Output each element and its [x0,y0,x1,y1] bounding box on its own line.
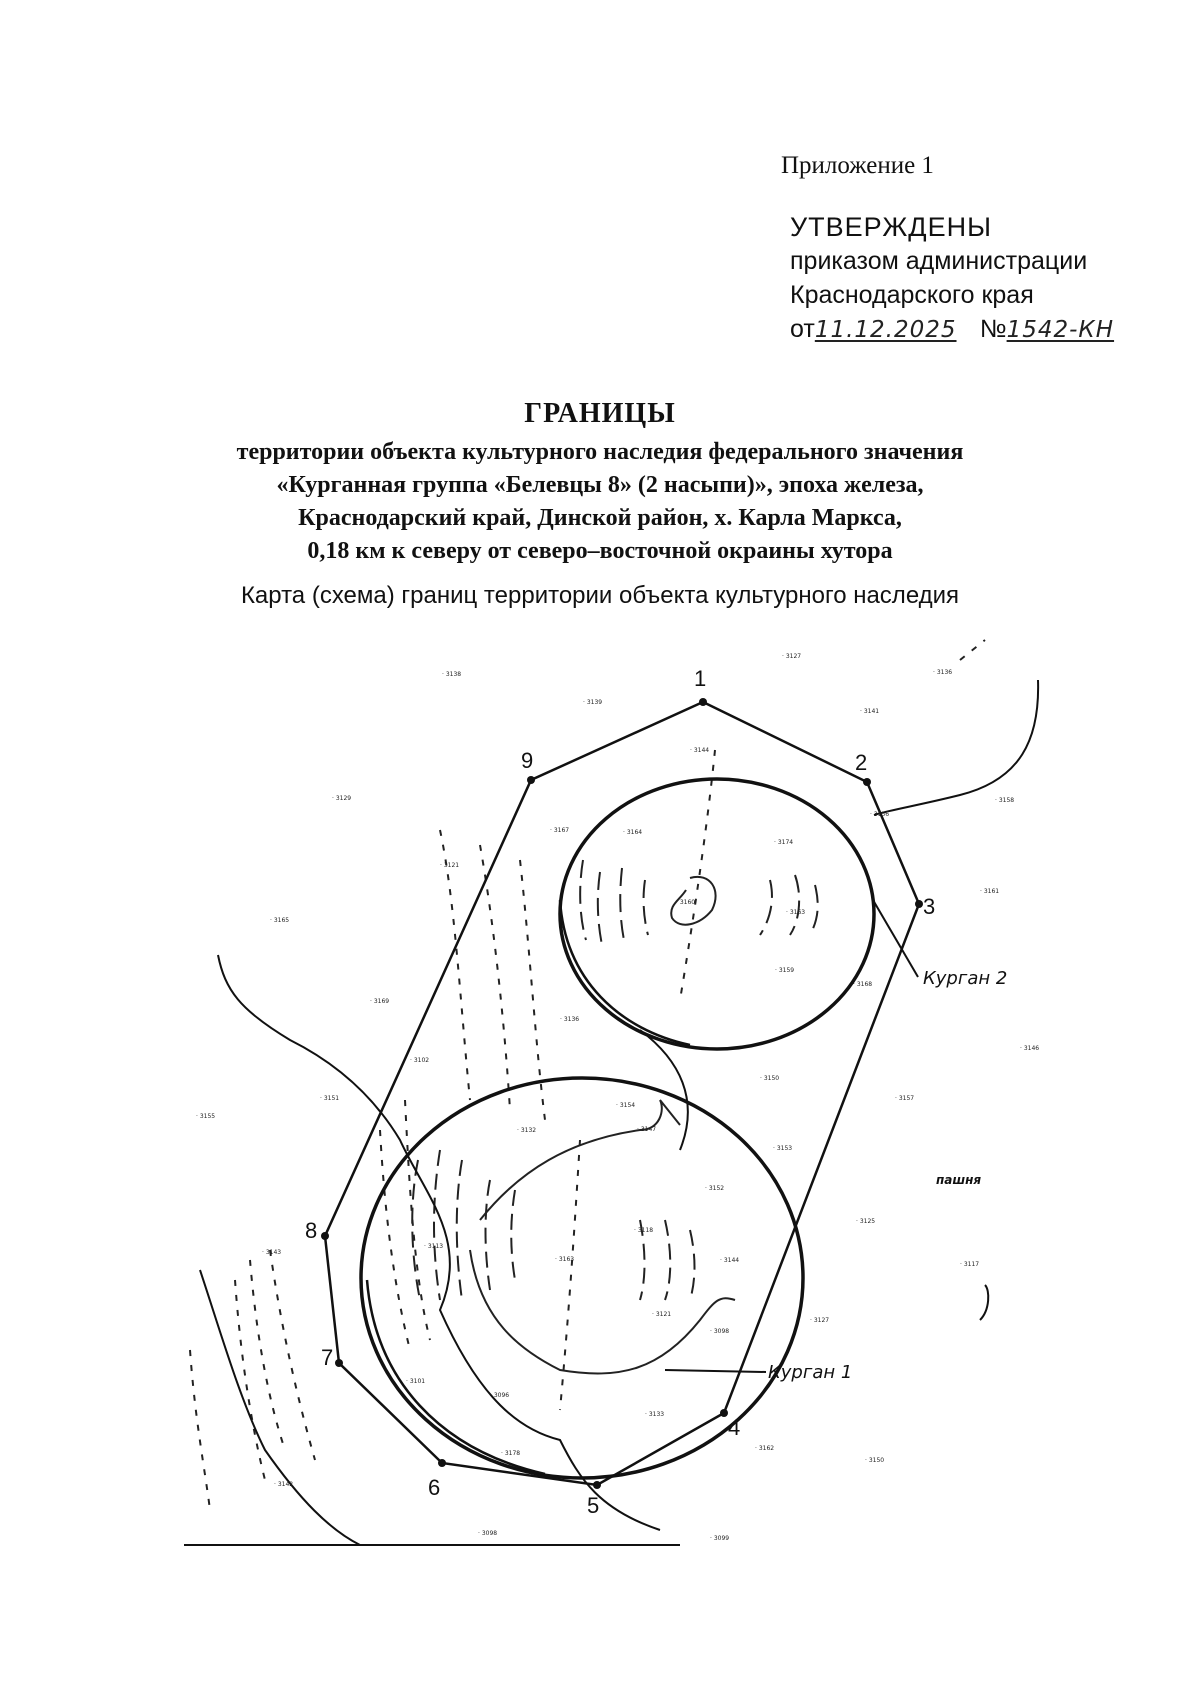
handwritten-date: 11.12.2025 [814,317,957,343]
elevation-mark: · 3139 [583,699,603,706]
mound-1-leader [665,1370,766,1372]
boundary-point-label: 1 [694,666,707,691]
elevation-mark: · 3121 [440,862,460,869]
boundary-point-marker [527,776,535,784]
elevation-mark: · 3133 [645,1411,665,1418]
elevation-mark: · 3136 [933,669,953,676]
elevation-mark: · 3169 [370,998,390,1005]
boundary-point-label: 6 [428,1475,441,1500]
mound-2-label: Курган 2 [923,968,1008,989]
elevation-mark: · 3138 [442,671,462,678]
boundary-point-marker [915,900,923,908]
elevation-mark: · 3136 [560,1016,580,1023]
handwritten-number: 1542-КН [1006,317,1115,343]
boundary-point-marker [321,1232,329,1240]
elevation-mark: · 3174 [774,839,794,846]
elevation-mark: · 3141 [860,708,880,715]
boundary-point-label: 5 [587,1493,600,1518]
elevation-mark: · 3157 [895,1095,915,1102]
elevation-mark: · 3117 [960,1261,980,1268]
elevation-mark: · 3158 [995,797,1015,804]
number-prefix: № [979,315,1007,343]
arable-land-label: пашня [936,1173,982,1187]
appendix-label: Приложение 1 [781,152,934,179]
elevation-mark: · 3129 [332,795,352,802]
approved-heading: УТВЕРЖДЕНЫ [790,212,992,242]
elevation-marks [196,653,1039,1542]
elevation-mark: · 3150 [760,1075,780,1082]
boundary-point-label: 4 [728,1415,741,1440]
elevation-mark: · 3162 [755,1445,775,1452]
elevation-mark: · 3118 [634,1227,654,1234]
elevation-mark: · 3152 [705,1185,725,1192]
order-line-1: приказом администрации [790,247,1088,275]
title-line-4: 0,18 км к северу от северо–восточной окраины хутора [307,538,893,564]
elevation-mark: · 3150 [865,1457,885,1464]
boundary-point-label: 7 [321,1345,334,1370]
elevation-mark: · 3159 [775,967,795,974]
boundary-point-label: 9 [521,748,534,773]
elevation-mark: · 3113 [424,1243,444,1250]
elevation-mark: · 3163 [786,909,806,916]
elevation-mark: · 3163 [555,1256,575,1263]
title-line-2: «Курганная группа «Белевцы 8» (2 насыпи)», эпоха железа, [276,472,924,498]
boundary-point-marker [720,1409,728,1417]
elevation-mark: · 3156 [870,811,890,818]
mound-1-label: Курган 1 [768,1362,853,1383]
elevation-mark: · 3096 [490,1392,510,1399]
elevation-mark: · 3127 [810,1317,830,1324]
elevation-mark: · 3165 [270,917,290,924]
order-line-2: Краснодарского края [790,281,1034,309]
elevation-mark: · 3160 [676,899,696,906]
elevation-mark: · 3098 [478,1530,498,1537]
elevation-mark: · 3168 [853,981,873,988]
elevation-mark: · 3127 [782,653,802,660]
document-title: ГРАНИЦЫ [524,398,676,429]
elevation-mark: · 3155 [196,1113,216,1120]
elevation-mark: · 3099 [710,1535,730,1542]
elevation-mark: · 3102 [410,1057,430,1064]
elevation-mark: · 3144 [690,747,710,754]
mound-1-contours [412,1150,694,1300]
elevation-mark: · 3164 [623,829,643,836]
boundary-point-label: 3 [923,894,936,919]
mound-1-ridge-contour [480,1100,680,1220]
map-caption: Карта (схема) границ территории объекта культурного наследия [240,582,960,609]
elevation-mark: · 3144 [720,1257,740,1264]
boundary-point-marker [593,1481,601,1489]
boundary-point-label: 2 [855,750,868,775]
elevation-mark: · 3153 [773,1145,793,1152]
boundary-point-marker [335,1359,343,1367]
elevation-mark: · 3125 [856,1218,876,1225]
elevation-mark: · 3121 [652,1311,672,1318]
mound-2-outline [560,779,874,1049]
elevation-mark: · 3147 [637,1126,657,1133]
elevation-mark: · 3146 [1020,1045,1040,1052]
boundary-point-marker [438,1459,446,1467]
elevation-mark: · 3101 [406,1378,426,1385]
elevation-mark: · 3098 [710,1328,730,1335]
title-line-3: Краснодарский край, Динской район, х. Карла Маркса, [298,505,902,531]
elevation-mark: · 3167 [550,827,570,834]
elevation-mark: · 3154 [616,1102,636,1109]
boundary-point-marker [863,778,871,786]
date-prefix: от [790,315,815,343]
elevation-mark: · 3161 [980,888,1000,895]
boundary-point-marker [699,698,707,706]
elevation-mark: · 3178 [501,1450,521,1457]
boundary-point-label: 8 [305,1218,318,1243]
elevation-mark: · 3143 [262,1249,282,1256]
elevation-mark: · 3132 [517,1127,537,1134]
title-line-1: территории объекта культурного наследия федерального значения [236,439,964,465]
elevation-mark: · 3151 [320,1095,340,1102]
elevation-mark: · 3142 [274,1481,294,1488]
